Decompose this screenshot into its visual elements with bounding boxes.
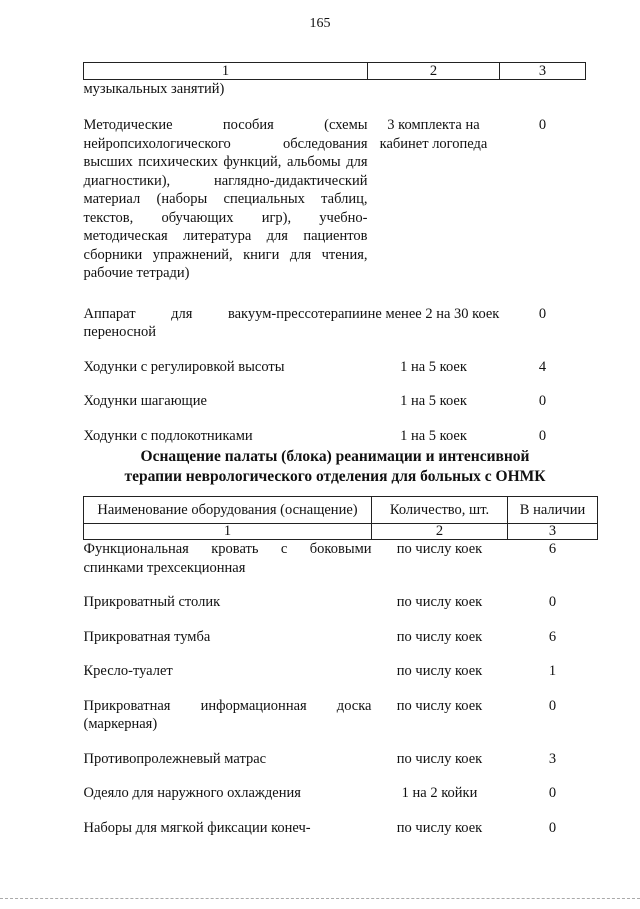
table-row: [84, 540, 598, 594]
equipment-available: 3: [548, 750, 557, 767]
table-row: [84, 427, 586, 446]
equipment-quantity: не менее 2 на 30 коек: [367, 305, 500, 322]
equipment-quantity: 3 комплекта на кабинет логопеда: [379, 117, 488, 152]
section-title: Оснащение палаты (блока) реанимации и интенсивной терапии неврологического отделения для больных с ОНМК: [124, 448, 546, 485]
table-row: [84, 750, 598, 785]
equipment-available: 6: [548, 541, 557, 557]
equipment-quantity: по числу коек: [396, 663, 483, 679]
icu-equipment-table: [83, 496, 598, 837]
equipment-name: Одеяло для наружного охлаждения: [83, 785, 301, 801]
equipment-quantity: 1 на 2 койки: [401, 785, 478, 801]
equipment-table-continued: [83, 62, 586, 445]
equipment-quantity: по числу коек: [396, 750, 483, 767]
column-number: 1: [84, 63, 368, 80]
column-number: 1: [84, 524, 372, 540]
equipment-quantity: по числу коек: [396, 541, 483, 557]
equipment-available: 0: [538, 117, 547, 133]
equipment-quantity: [368, 80, 500, 117]
column-header-available: В наличии: [508, 497, 598, 524]
equipment-name: Ходунки с регулировкой высоты: [83, 358, 285, 375]
table-row: [84, 593, 598, 628]
equipment-available: 0: [548, 819, 557, 836]
table-row: [84, 116, 586, 305]
equipment-name: Прикроватная информационная доска (маркерная): [83, 697, 372, 732]
table-header-row: [84, 497, 598, 524]
equipment-name: музыкальных занятий): [83, 81, 225, 97]
table-row: [84, 392, 586, 427]
equipment-available: 0: [538, 393, 547, 409]
table-row: [84, 819, 598, 838]
equipment-name: Наборы для мягкой фиксации конеч-: [83, 819, 311, 836]
table-row: [84, 662, 598, 697]
equipment-available: 4: [538, 358, 547, 375]
equipment-name: Методические пособия (схемы нейропсихологического обследования высших психических функций, альбомы для диагностики), наглядно-дидактический материал (наборы специальных таблиц, текстов, обучающих игр), учебно-методическая литература для пациентов сборники упражнений, книги для чтения, рабочие тетради): [83, 117, 368, 281]
equipment-name: Противопролежневый матрас: [83, 750, 267, 767]
column-number: 2: [372, 524, 508, 540]
equipment-available: 0: [538, 427, 547, 444]
column-number: 3: [500, 63, 586, 80]
equipment-name: Прикроватный столик: [83, 594, 221, 610]
column-number-row: [84, 524, 598, 540]
equipment-name: Ходунки шагающие: [83, 393, 207, 409]
equipment-name: Аппарат для вакуум-прессотерапии переносной: [83, 305, 368, 340]
equipment-quantity: по числу коек: [396, 594, 483, 610]
equipment-available: 0: [538, 305, 547, 322]
column-number: 3: [508, 524, 598, 540]
column-header-name: Наименование оборудования (оснащение): [84, 497, 372, 524]
page-number: 165: [309, 16, 331, 31]
equipment-quantity: по числу коек: [396, 628, 483, 645]
column-number-row: [84, 63, 586, 80]
table-row: [84, 697, 598, 750]
equipment-quantity: 1 на 5 коек: [400, 358, 467, 375]
equipment-available: 0: [548, 697, 557, 714]
table-row: [84, 358, 586, 393]
table-row: [84, 628, 598, 663]
equipment-name: Прикроватная тумба: [83, 628, 211, 645]
equipment-quantity: по числу коек: [396, 819, 483, 836]
equipment-quantity: 1 на 5 коек: [400, 393, 467, 409]
equipment-available: 0: [548, 785, 557, 801]
equipment-quantity: 1 на 5 коек: [400, 427, 467, 444]
column-number: 2: [368, 63, 500, 80]
equipment-available: 1: [548, 663, 557, 679]
table-row: [84, 80, 586, 117]
equipment-available: 6: [548, 628, 557, 645]
equipment-name: Кресло-туалет: [83, 663, 173, 679]
column-header-quantity: Количество, шт.: [372, 497, 508, 524]
page-bottom-edge: [0, 898, 640, 899]
table-row: [84, 784, 598, 819]
equipment-name: Ходунки с подлокотниками: [83, 427, 253, 444]
equipment-available: [500, 80, 586, 117]
table-row: [84, 305, 586, 358]
equipment-available: 0: [548, 594, 557, 610]
equipment-name: Функциональная кровать с боковыми спинками трехсекционная: [83, 541, 372, 576]
equipment-quantity: по числу коек: [396, 697, 483, 714]
